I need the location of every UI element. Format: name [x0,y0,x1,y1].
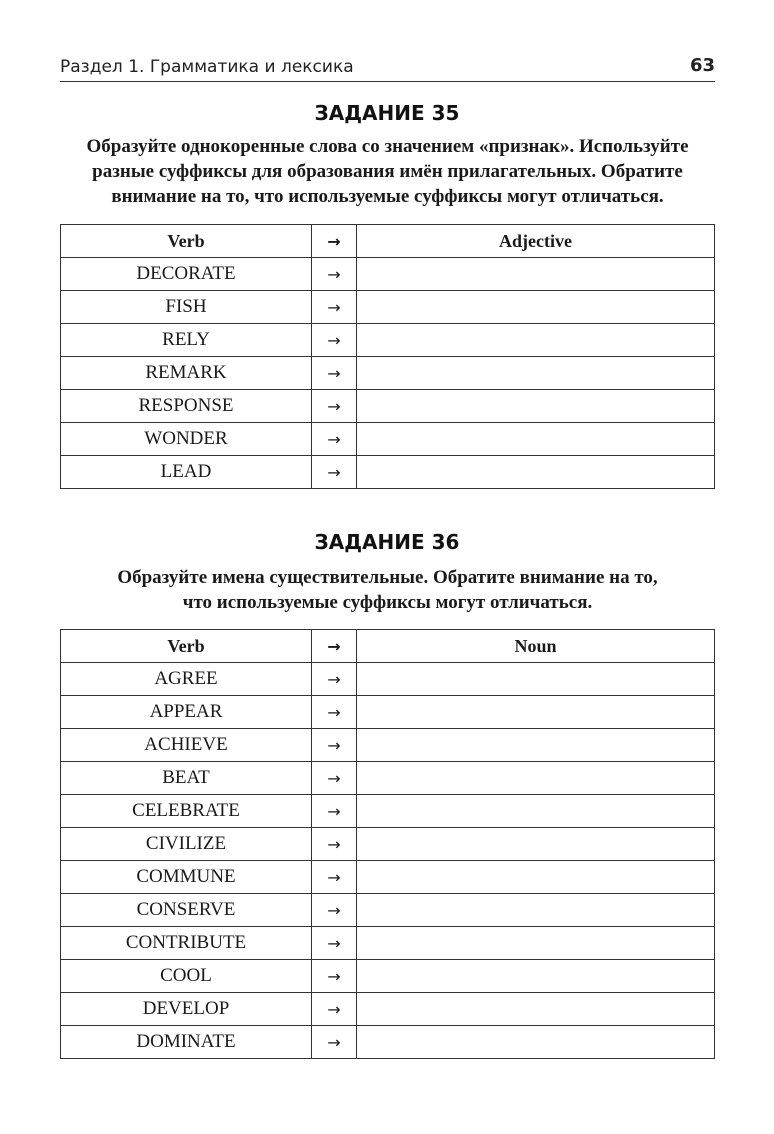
answer-cell[interactable] [357,390,715,423]
table-row [61,663,715,696]
verb-cell: BEAT [61,762,312,795]
table-row [61,258,715,291]
task-36-instruction [60,565,715,615]
verb-cell: ACHIEVE [61,729,312,762]
answer-cell[interactable] [357,960,715,993]
column-header-verb: Verb [61,630,312,663]
table-row [61,993,715,1026]
arrow-icon: → [312,795,357,828]
answer-cell[interactable] [357,762,715,795]
table-header-row [61,630,715,663]
verb-cell: DEVELOP [61,993,312,1026]
answer-cell[interactable] [357,993,715,1026]
instruction-line: Образуйте имена существительные. Обратите внимание на то, [117,567,658,588]
answer-cell[interactable] [357,258,715,291]
arrow-icon: → [312,225,357,258]
arrow-icon: → [312,993,357,1026]
arrow-icon: → [312,423,357,456]
table-header-row [61,225,715,258]
answer-cell[interactable] [357,696,715,729]
arrow-icon: → [312,729,357,762]
arrow-icon: → [312,390,357,423]
arrow-icon: → [312,663,357,696]
table-row [61,390,715,423]
instruction-line: что используемые суффиксы могут отличаться. [182,592,593,613]
column-header-noun: Noun [357,630,715,663]
verb-cell: REMARK [61,357,312,390]
table-row [61,423,715,456]
verb-cell: CELEBRATE [61,795,312,828]
task-36-table [60,629,715,1059]
table-row [61,960,715,993]
answer-cell[interactable] [357,456,715,489]
table-row [61,861,715,894]
arrow-icon: → [312,894,357,927]
answer-cell[interactable] [357,927,715,960]
page-header [60,55,715,82]
answer-cell[interactable] [357,663,715,696]
instruction-line: Образуйте однокоренные слова со значением «признак». Используйте [86,136,689,157]
verb-cell: AGREE [61,663,312,696]
table-row [61,291,715,324]
verb-cell: COMMUNE [61,861,312,894]
column-header-verb: Verb [61,225,312,258]
table-row [61,1026,715,1059]
arrow-icon: → [312,927,357,960]
arrow-icon: → [312,861,357,894]
verb-cell: CONSERVE [61,894,312,927]
arrow-icon: → [312,1026,357,1059]
verb-cell: APPEAR [61,696,312,729]
answer-cell[interactable] [357,828,715,861]
arrow-icon: → [312,324,357,357]
arrow-icon: → [312,696,357,729]
answer-cell[interactable] [357,861,715,894]
answer-cell[interactable] [357,324,715,357]
table-row [61,324,715,357]
table-row [61,357,715,390]
page-number: 63 [689,55,715,76]
answer-cell[interactable] [357,423,715,456]
arrow-icon: → [312,762,357,795]
answer-cell[interactable] [357,357,715,390]
table-row [61,828,715,861]
task-36-rows [61,663,715,1059]
task-35-instruction [60,134,715,209]
answer-cell[interactable] [357,795,715,828]
verb-cell: COOL [61,960,312,993]
table-row [61,894,715,927]
answer-cell[interactable] [357,894,715,927]
verb-cell: RESPONSE [61,390,312,423]
verb-cell: FISH [61,291,312,324]
verb-cell: LEAD [61,456,312,489]
table-row [61,456,715,489]
column-header-adjective: Adjective [357,225,715,258]
arrow-icon: → [312,630,357,663]
verb-cell: DOMINATE [61,1026,312,1059]
arrow-icon: → [312,357,357,390]
arrow-icon: → [312,828,357,861]
verb-cell: CONTRIBUTE [61,927,312,960]
table-row [61,729,715,762]
verb-cell: WONDER [61,423,312,456]
arrow-icon: → [312,258,357,291]
task-35-rows [61,258,715,489]
arrow-icon: → [312,456,357,489]
table-row [61,927,715,960]
instruction-line: разные суффиксы для образования имён прилагательных. Обратите [92,161,683,182]
arrow-icon: → [312,960,357,993]
task-35-title: ЗАДАНИЕ 35 [314,101,460,125]
verb-cell: RELY [61,324,312,357]
answer-cell[interactable] [357,729,715,762]
instruction-line: внимание на то, что используемые суффиксы могут отличаться. [111,186,664,207]
verb-cell: DECORATE [61,258,312,291]
answer-cell[interactable] [357,1026,715,1059]
table-row [61,795,715,828]
table-row [61,762,715,795]
task-35-table [60,224,715,489]
verb-cell: CIVILIZE [61,828,312,861]
table-row [61,696,715,729]
answer-cell[interactable] [357,291,715,324]
task-36-title: ЗАДАНИЕ 36 [314,530,460,554]
arrow-icon: → [312,291,357,324]
section-title: Раздел 1. Грамматика и лексика [60,57,354,77]
